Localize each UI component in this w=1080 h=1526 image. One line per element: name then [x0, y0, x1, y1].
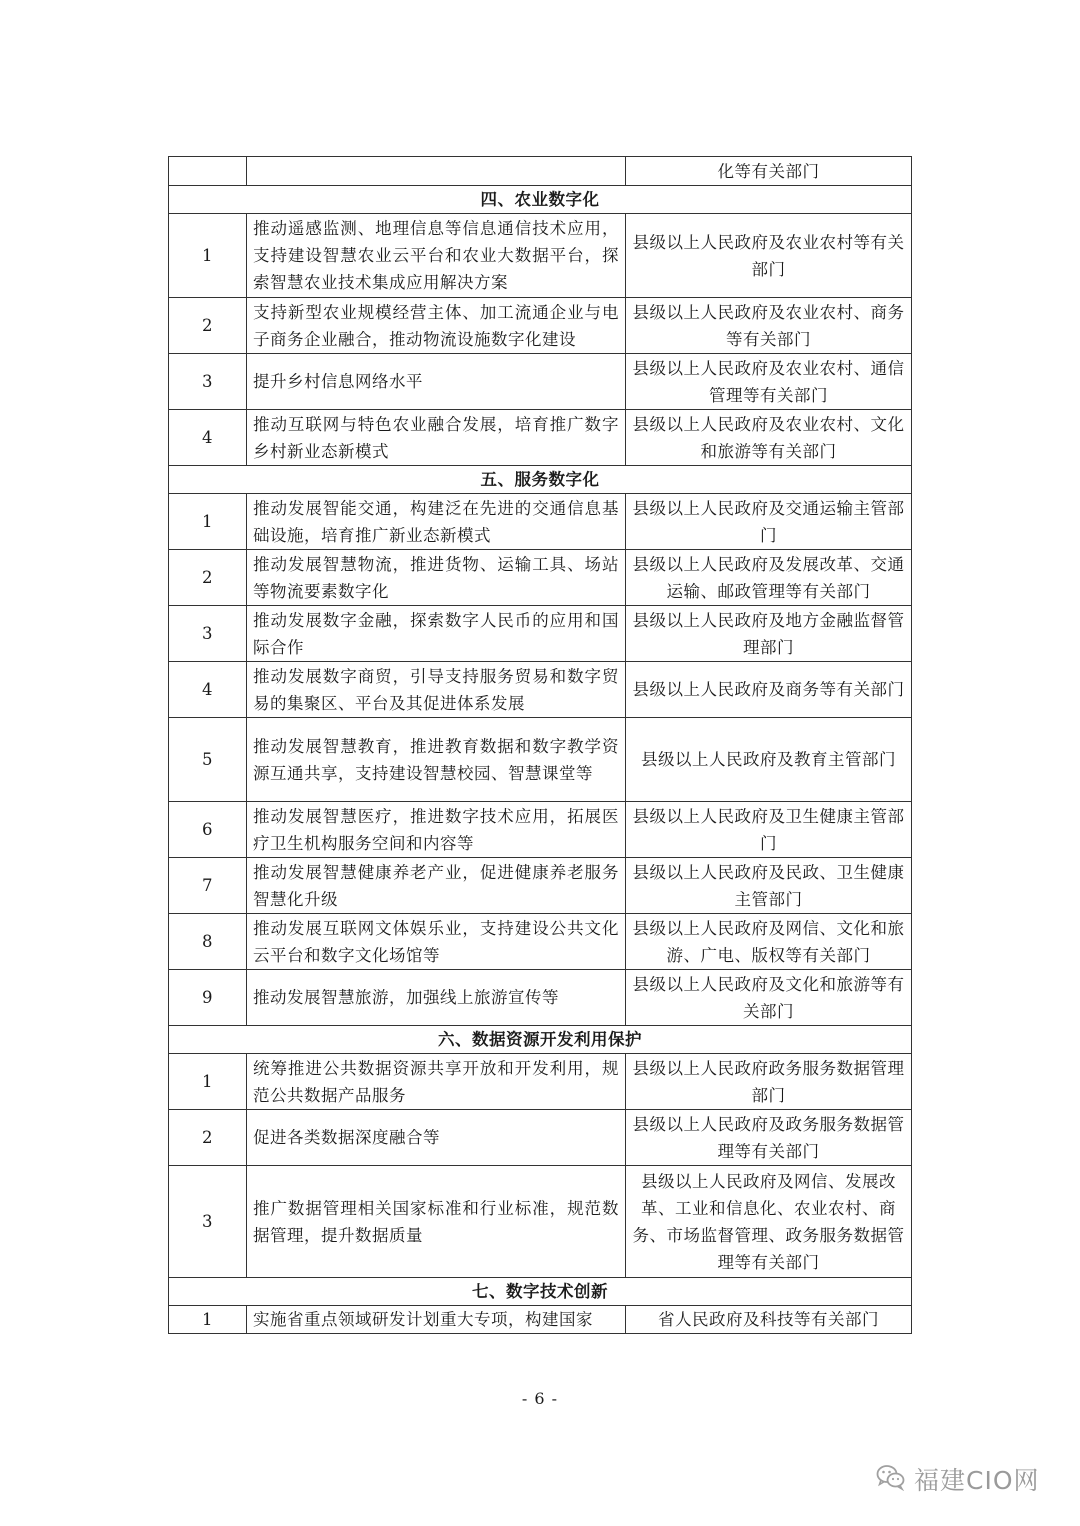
responsible-unit-cell: 县级以上人民政府及政务服务数据管理等有关部门 — [626, 1110, 912, 1166]
table-row — [169, 214, 912, 298]
row-number: 1 — [169, 494, 247, 550]
row-number: 1 — [169, 1054, 247, 1110]
responsible-unit-cell: 县级以上人民政府及地方金融监督管理部门 — [626, 606, 912, 662]
section-title: 六、数据资源开发利用保护 — [169, 1026, 912, 1054]
table-row — [169, 914, 912, 970]
responsible-unit-cell: 县级以上人民政府及农业农村、文化和旅游等有关部门 — [626, 410, 912, 466]
row-number: 2 — [169, 298, 247, 354]
task-cell: 推动发展智能交通，构建泛在先进的交通信息基础设施，培育推广新业态新模式 — [247, 494, 626, 550]
task-table — [168, 156, 912, 1334]
table-row — [169, 718, 912, 802]
responsible-unit-cell: 县级以上人民政府政务服务数据管理部门 — [626, 1054, 912, 1110]
responsible-unit-cell: 县级以上人民政府及农业农村、通信管理等有关部门 — [626, 354, 912, 410]
table-row — [169, 410, 912, 466]
section-header-row — [169, 186, 912, 214]
row-number: 7 — [169, 858, 247, 914]
row-number: 9 — [169, 970, 247, 1026]
table-row — [169, 1110, 912, 1166]
task-cell: 推动发展互联网文体娱乐业，支持建设公共文化云平台和数字文化场馆等 — [247, 914, 626, 970]
table-row — [169, 298, 912, 354]
task-cell: 推动发展智慧教育，推进教育数据和数字教学资源互通共享，支持建设智慧校园、智慧课堂等 — [247, 718, 626, 802]
section-title: 五、服务数字化 — [169, 466, 912, 494]
responsible-unit-cell: 县级以上人民政府及网信、文化和旅游、广电、版权等有关部门 — [626, 914, 912, 970]
row-number: 6 — [169, 802, 247, 858]
task-cell: 推广数据管理相关国家标准和行业标准，规范数据管理，提升数据质量 — [247, 1166, 626, 1278]
task-cell: 推动发展智慧物流，推进货物、运输工具、场站等物流要素数字化 — [247, 550, 626, 606]
row-number: 4 — [169, 410, 247, 466]
responsible-unit-cell: 县级以上人民政府及农业农村等有关部门 — [626, 214, 912, 298]
row-number: 3 — [169, 354, 247, 410]
task-cell: 推动遥感监测、地理信息等信息通信技术应用，支持建设智慧农业云平台和农业大数据平台，探索智慧农业技术集成应用解决方案 — [247, 214, 626, 298]
row-number: 2 — [169, 1110, 247, 1166]
task-cell: 实施省重点领域研发计划重大专项，构建国家 — [247, 1306, 626, 1334]
task-cell: 推动发展数字商贸，引导支持服务贸易和数字贸易的集聚区、平台及其促进体系发展 — [247, 662, 626, 718]
responsible-unit-cell: 县级以上人民政府及民政、卫生健康主管部门 — [626, 858, 912, 914]
watermark — [876, 1462, 1040, 1496]
page-number: - 6 - — [521, 1389, 559, 1408]
task-cell: 统筹推进公共数据资源共享开放和开发利用，规范公共数据产品服务 — [247, 1054, 626, 1110]
responsible-unit-cell: 县级以上人民政府及教育主管部门 — [626, 718, 912, 802]
row-number: 1 — [169, 1306, 247, 1334]
table-row — [169, 662, 912, 718]
task-cell: 推动发展智慧健康养老产业，促进健康养老服务智慧化升级 — [247, 858, 626, 914]
responsible-unit-cell: 县级以上人民政府及商务等有关部门 — [626, 662, 912, 718]
table-row — [169, 802, 912, 858]
responsible-unit-cell: 化等有关部门 — [626, 157, 912, 186]
responsible-unit-cell: 县级以上人民政府及网信、发展改革、工业和信息化、农业农村、商务、市场监督管理、政务服务数据管理等有关部门 — [626, 1166, 912, 1278]
task-cell: 提升乡村信息网络水平 — [247, 354, 626, 410]
table-row — [169, 970, 912, 1026]
table-row — [169, 494, 912, 550]
responsible-unit-cell: 县级以上人民政府及发展改革、交通运输、邮政管理等有关部门 — [626, 550, 912, 606]
watermark-text: 福建CIO网 — [914, 1466, 1040, 1495]
table-row — [169, 858, 912, 914]
row-number: 8 — [169, 914, 247, 970]
table-row — [169, 1166, 912, 1278]
responsible-unit-cell: 县级以上人民政府及农业农村、商务等有关部门 — [626, 298, 912, 354]
row-number — [169, 157, 247, 186]
responsible-unit-cell: 县级以上人民政府及文化和旅游等有关部门 — [626, 970, 912, 1026]
wechat-icon — [876, 1463, 906, 1495]
task-cell: 推动互联网与特色农业融合发展，培育推广数字乡村新业态新模式 — [247, 410, 626, 466]
table-row — [169, 354, 912, 410]
table-row — [169, 1054, 912, 1110]
row-number: 5 — [169, 718, 247, 802]
section-title: 四、农业数字化 — [169, 186, 912, 214]
row-number: 3 — [169, 606, 247, 662]
section-header-row — [169, 1278, 912, 1306]
row-number: 2 — [169, 550, 247, 606]
task-cell — [247, 157, 626, 186]
table-row — [169, 550, 912, 606]
section-title: 七、数字技术创新 — [169, 1278, 912, 1306]
row-number: 3 — [169, 1166, 247, 1278]
responsible-unit-cell: 县级以上人民政府及卫生健康主管部门 — [626, 802, 912, 858]
table-row — [169, 157, 912, 186]
task-cell: 推动发展数字金融，探索数字人民币的应用和国际合作 — [247, 606, 626, 662]
section-header-row — [169, 466, 912, 494]
responsible-unit-cell: 县级以上人民政府及交通运输主管部门 — [626, 494, 912, 550]
task-cell: 促进各类数据深度融合等 — [247, 1110, 626, 1166]
row-number: 1 — [169, 214, 247, 298]
task-cell: 推动发展智慧旅游，加强线上旅游宣传等 — [247, 970, 626, 1026]
row-number: 4 — [169, 662, 247, 718]
table-row — [169, 606, 912, 662]
task-cell: 支持新型农业规模经营主体、加工流通企业与电子商务企业融合，推动物流设施数字化建设 — [247, 298, 626, 354]
section-header-row — [169, 1026, 912, 1054]
responsible-unit-cell: 省人民政府及科技等有关部门 — [626, 1306, 912, 1334]
table-row — [169, 1306, 912, 1334]
task-cell: 推动发展智慧医疗，推进数字技术应用，拓展医疗卫生机构服务空间和内容等 — [247, 802, 626, 858]
